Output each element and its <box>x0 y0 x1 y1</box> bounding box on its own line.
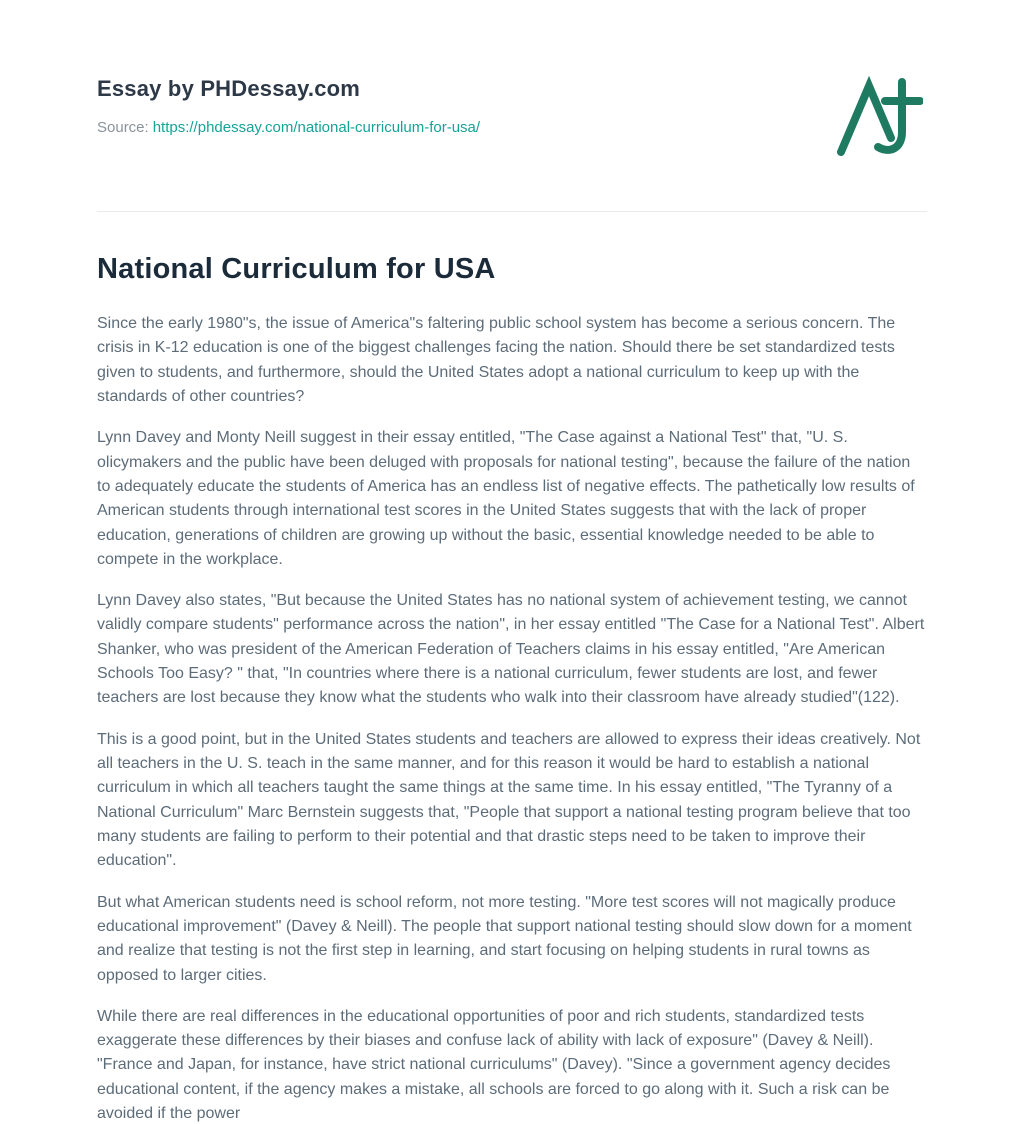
source-line <box>97 119 480 136</box>
essay-paragraph: This is a good point, but in the United States students and teachers are allowed to express their ideas creatively. Not all teachers in the U. S. teach in the same manner, and for this reason it would be hard to establish a national curriculum in which all teachers taught the same things at the same time. In his essay entitled, "The Tyranny of a National Curriculum" Marc Bernstein suggests that, "People that support a national testing program believe that too many students are failing to perform to their potential and that drastic steps need to be taken to improve their education". <box>97 730 921 870</box>
essay-paragraph: But what American students need is school reform, not more testing. "More test scores will not magically produce educational improvement" (Davey & Neill). The people that support national testing should slow down for a moment and realize that testing is not the first step in learning, and start focusing on helping students in rural towns as opposed to larger cities. <box>97 893 912 984</box>
essay-page <box>97 0 927 1124</box>
header-divider <box>97 211 927 212</box>
page-header <box>97 76 927 164</box>
site-heading: Essay by PHDessay.com <box>97 76 361 101</box>
essay-paragraph: Lynn Davey also states, "But because the United States has no national system of achievement testing, we cannot validly compare students" performance across the nation", in her essay entitled "The Case for a National Test". Albert Shanker, who was president of the American Federation of Teachers claims in his essay entitled, "Are American Schools Too Easy? " that, "In countries where there is a national curriculum, fewer students are lost, and fewer teachers are lost because they know what the students who walk into their classroom have already studied"(122). <box>97 592 925 707</box>
header-text-block <box>97 76 480 136</box>
essay-paragraph: While there are real differences in the educational opportunities of poor and rich students, standardized tests exaggerate these differences by their biases and confuse lack of ability with lack of exposure" (Davey & Neill). "France and Japan, for instance, have strict national curriculums" (Davey). "Since a government agency decides educational content, if the agency makes a mistake, all schools are forced to go along with it. Such a risk can be avoided if the power <box>97 1007 891 1123</box>
a-plus-logo-icon <box>831 72 923 164</box>
source-label: Source: <box>97 119 149 136</box>
essay-title: National Curriculum for USA <box>97 253 496 285</box>
essay-paragraph: Since the early 1980"s, the issue of America"s faltering public school system has become a serious concern. The crisis in K-12 education is one of the biggest challenges facing the nation. Should there be set standardized tests given to students, and furthermore, should the United States adopt a national curriculum to keep up with the standards of other countries? <box>97 315 896 405</box>
source-link[interactable]: https://phdessay.com/national-curriculum-for-usa/ <box>152 119 481 136</box>
essay-paragraph: Lynn Davey and Monty Neill suggest in their essay entitled, "The Case against a National Test" that, "U. S. olicymakers and the public have been deluged with proposals for national testing", because the failure of the nation to adequately educate the students of America has an endless list of negative effects. The pathetically low results of American students through international test scores in the United States suggests that with the lack of proper education, generations of children are growing up without the basic, essential knowledge needed to be able to compete in the workplace. <box>97 429 915 568</box>
phdessay-logo <box>831 72 923 164</box>
essay-body <box>97 312 927 1124</box>
